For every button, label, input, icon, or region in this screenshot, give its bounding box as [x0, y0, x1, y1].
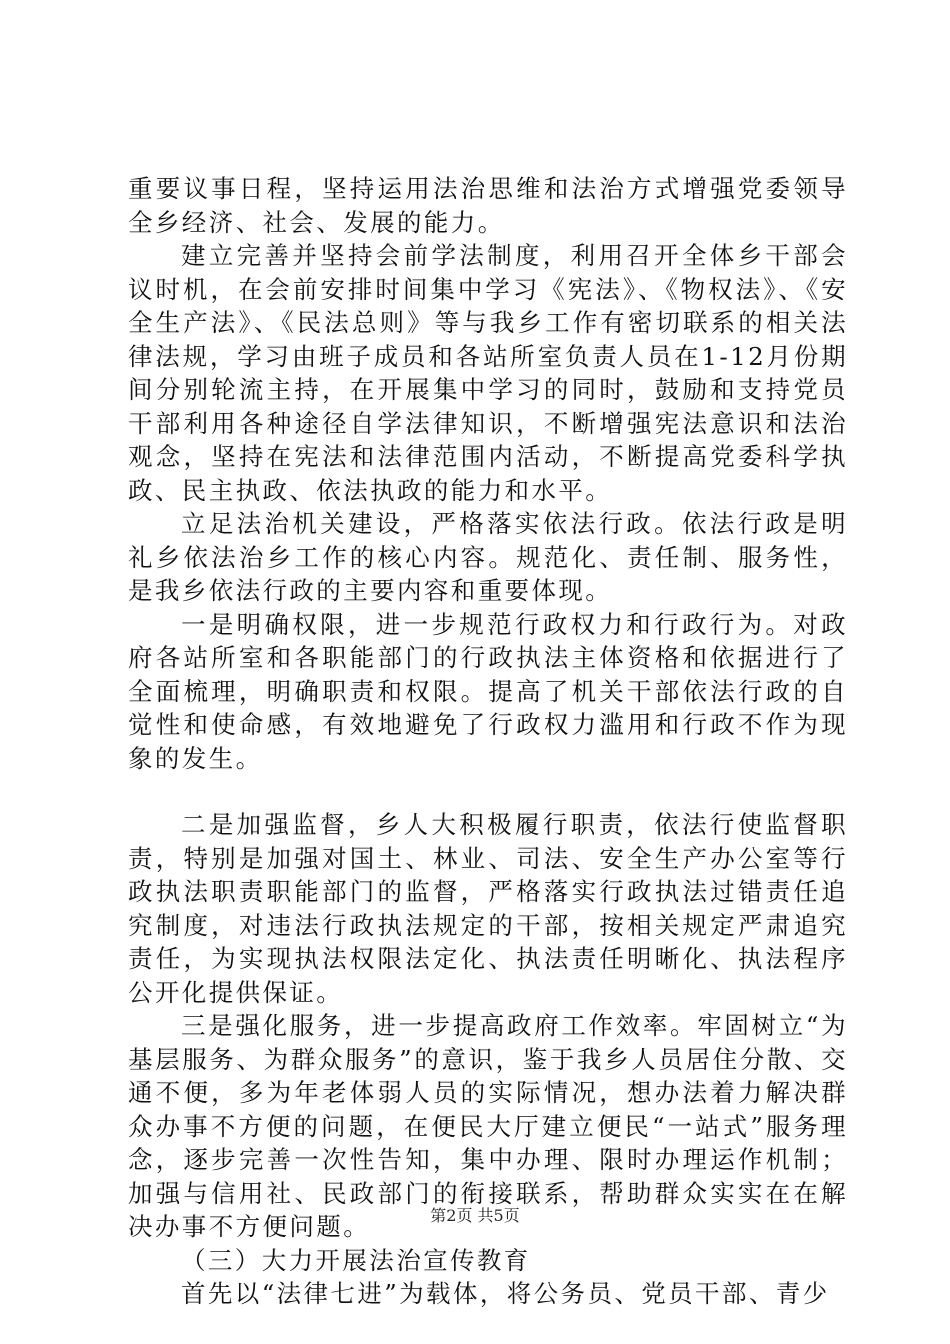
paragraph-strengthen-service: 三是强化服务，进一步提高政府工作效率。牢固树立“为基层服务、为群众服务”的意识，鉴于我乡人员居住分散、交通不便，多为年老体弱人员的实际情况，想办法着力解决群众办事不方便的问题，在便民大厅建立便民“一站式”服务理念，逐步完善一次性告知，集中办理、限时办理运作机制；加强与信用社、民政部门的衔接联系，帮助群众实实在在解决办事不方便问题。	[128, 1011, 848, 1241]
paragraph-law-seven-entries: 首先以“法律七进”为载体，将公务员、党员干部、青少	[181, 1279, 830, 1308]
paragraph-continuation: 重要议事日程，坚持运用法治思维和法治方式增强党委领导全乡经济、社会、发展的能力。	[128, 174, 848, 237]
section-heading-legal-education: （三）大力开展法治宣传教育	[181, 1245, 531, 1275]
paragraph-strengthen-supervision: 二是加强监督，乡人大积极履行职责，依法行使监督职责，特别是加强对国土、林业、司法、安全生产办公室等行政执法职责职能部门的监督，严格落实行政执法过错责任追究制度，对违法行政执法规定的干部，按相关规定严肃追究责任，为实现执法权限法定化、执法责任明晰化、执法程序公开化提供保证。	[128, 810, 848, 1007]
paragraph-law-based-administration: 立足法治机关建设，严格落实依法行政。依法行政是明礼乡依法治乡工作的核心内容。规范化、责任制、服务性，是我乡依法行政的主要内容和重要体现。	[128, 509, 848, 605]
paragraph-clarify-authority: 一是明确权限，进一步规范行政权力和行政行为。对政府各站所室和各职能部门的行政执法主体资格和依据进行了全面梳理，明确职责和权限。提高了机关干部依法行政的自觉性和使命感，有效地避免了行政权力滥用和行政不作为现象的发生。	[128, 609, 848, 773]
document-body	[128, 172, 848, 1311]
paragraph-study-system: 建立完善并坚持会前学法制度，利用召开全体乡干部会议时机，在会前安排时间集中学习《宪法》、《物权法》、《安全生产法》、《民法总则》等与我乡工作有密切联系的相关法律法规，学习由班子成员和各站所室负责人员在1-12月份期间分别轮流主持，在开展集中学习的同时，鼓励和支持党员干部利用各种途径自学法律知识，不断增强宪法意识和法治观念，坚持在宪法和法律范围内活动，不断提高党委科学执政、民主执政、依法执政的能力和水平。	[128, 241, 848, 505]
page-number-footer: 第2页 共5页	[430, 1206, 520, 1225]
